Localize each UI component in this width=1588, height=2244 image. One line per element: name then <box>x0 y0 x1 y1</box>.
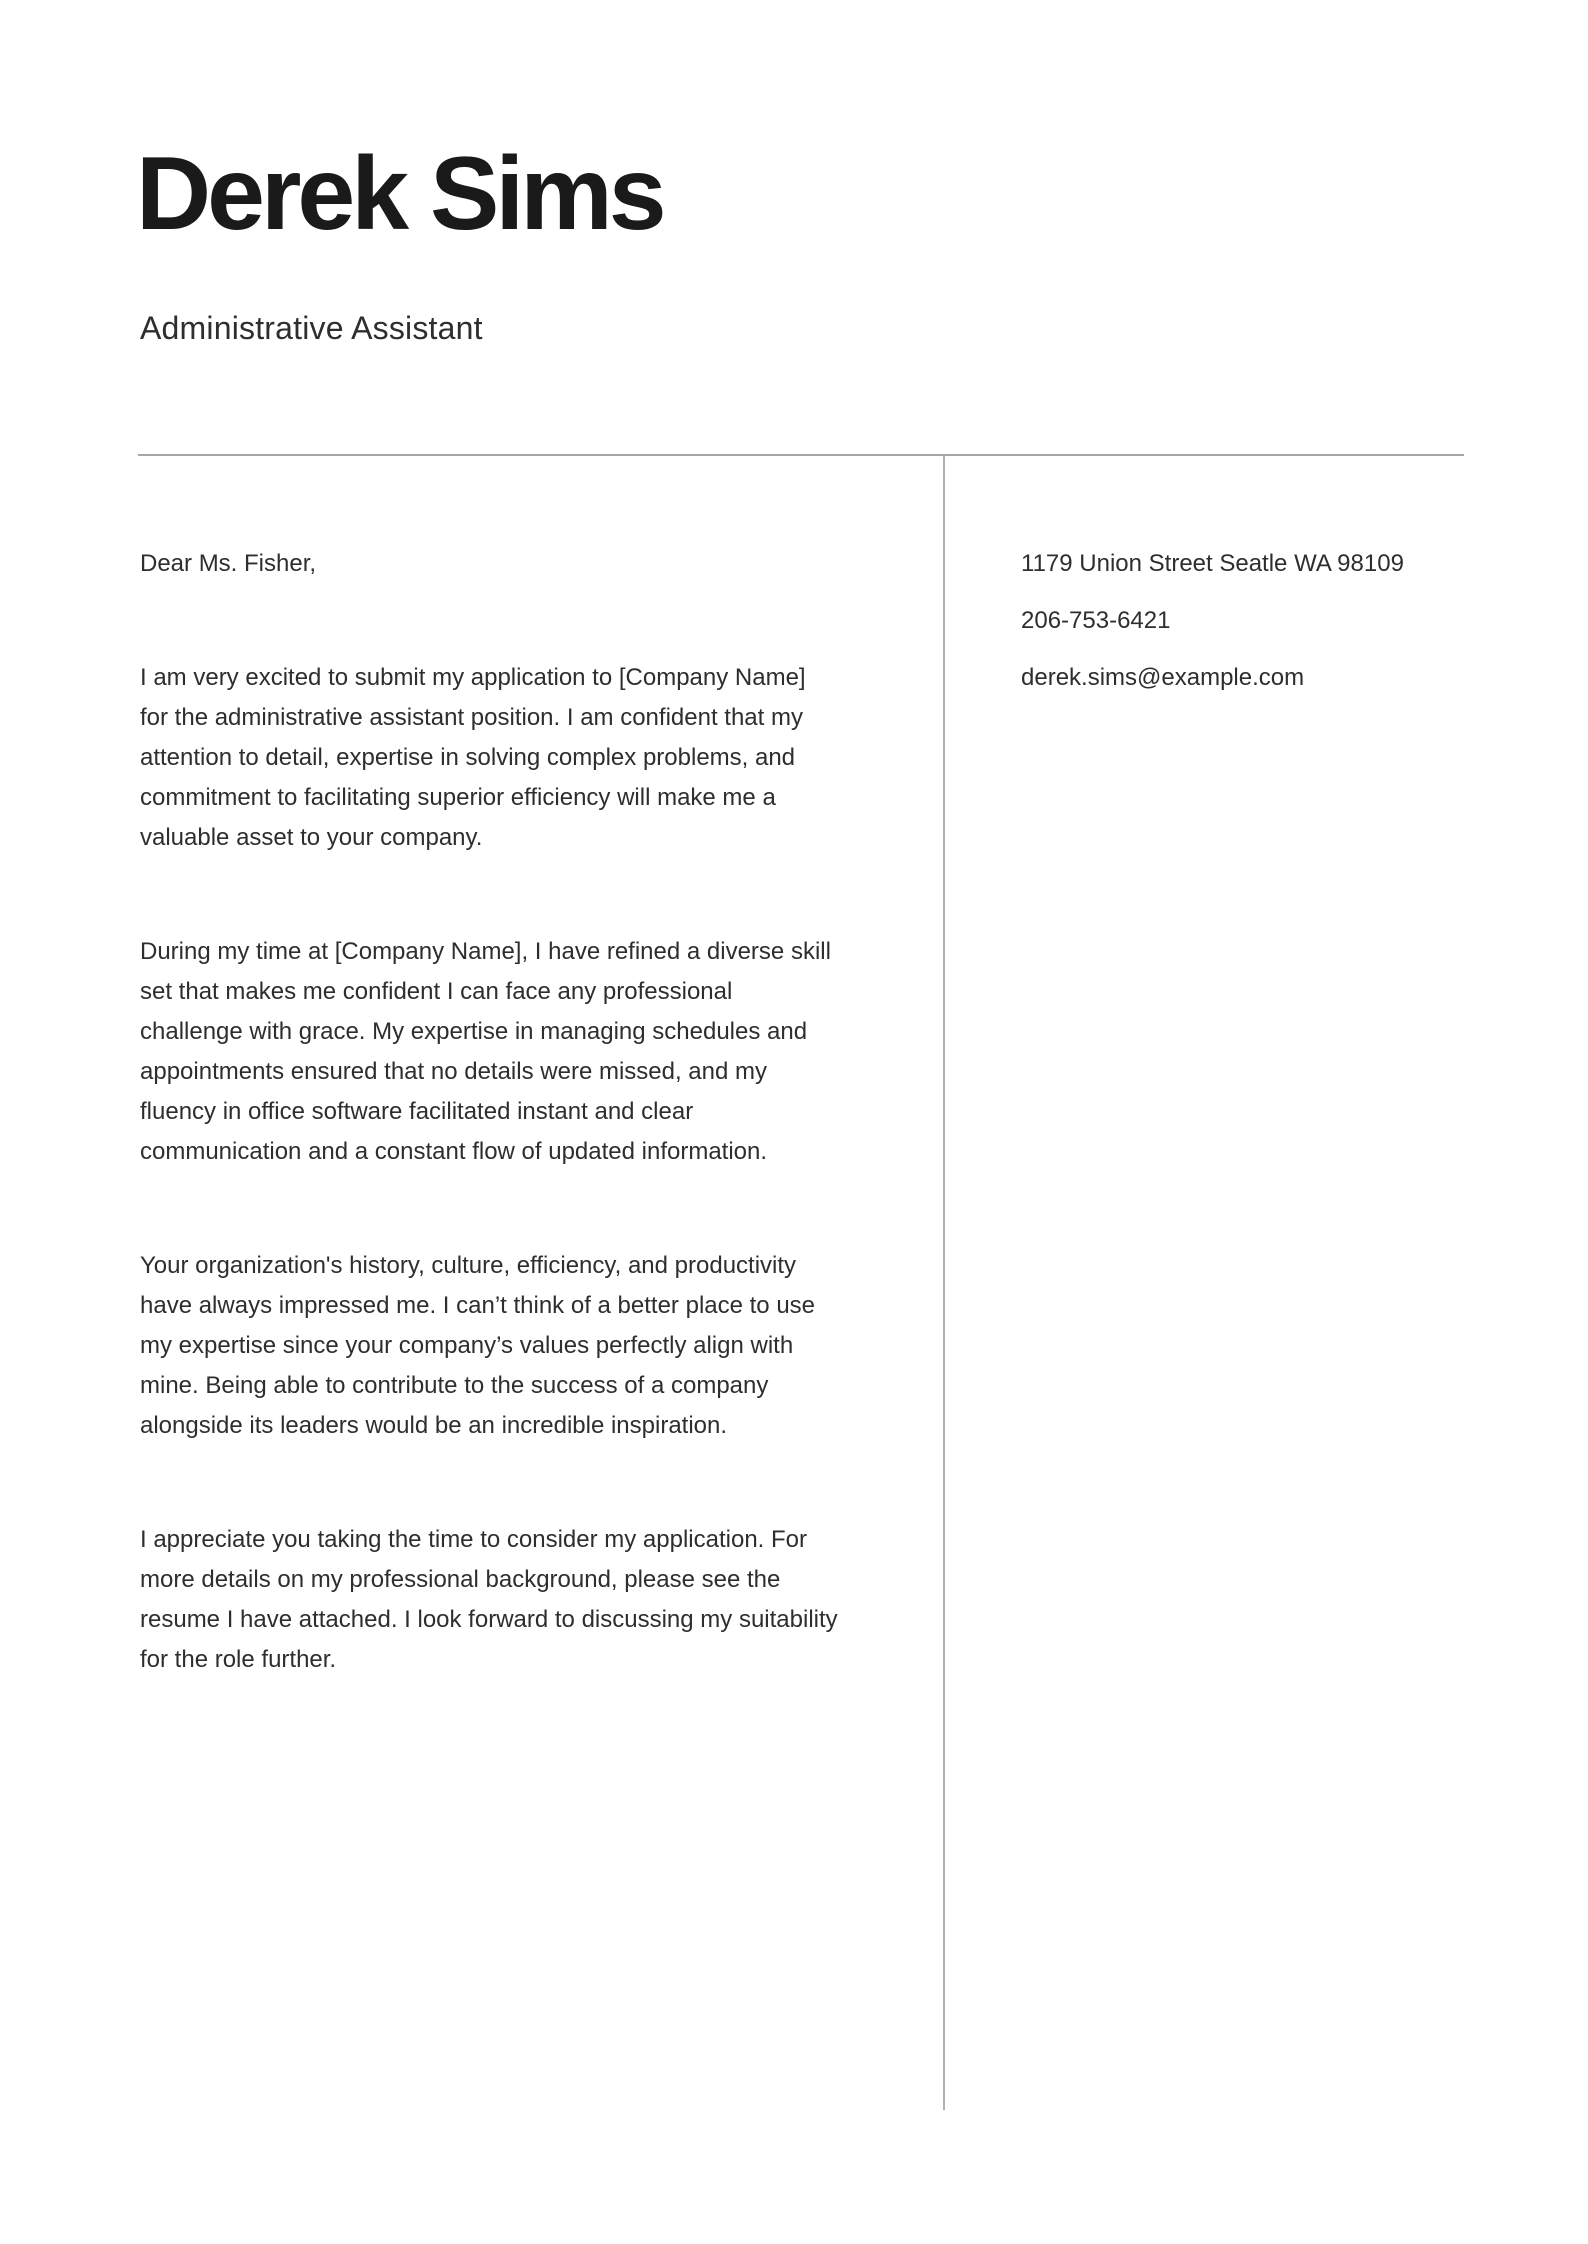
letter-paragraph-1: I am very excited to submit my application to [Company Name] for the administrative assistant position. I am confident that my attention to detail, expertise in solving complex problems, and commitment to facilitating superior efficiency will make me a valuable asset to your company. <box>140 664 806 851</box>
letter-paragraph-3: Your organization's history, culture, efficiency, and productivity have always impressed me. I can’t think of a better place to use my expertise since your company’s values perfectly align with mine. Being able to contribute to the success of a company alongside its leaders would be an incredible inspiration. <box>140 1252 816 1439</box>
letter-paragraph-2: During my time at [Company Name], I have refined a diverse skill set that makes me confident I can face any professional challenge with grace. My expertise in managing schedules and appointments ensured that no details were missed, and my fluency in office software facilitated instant and clear communication and a constant flow of updated information. <box>140 938 831 1165</box>
contact-info <box>1021 544 1464 715</box>
person-name: Derek Sims <box>136 136 663 252</box>
contact-address: 1179 Union Street Seatle WA 98109 <box>1021 550 1404 577</box>
header-divider <box>138 454 1464 456</box>
column-divider <box>943 456 945 2110</box>
letter-body <box>140 544 840 1680</box>
salutation: Dear Ms. Fisher, <box>140 550 317 577</box>
contact-email: derek.sims@example.com <box>1021 664 1305 691</box>
contact-phone: 206-753-6421 <box>1021 607 1171 634</box>
letter-paragraph-4: I appreciate you taking the time to consider my application. For more details on my professional background, please see the resume I have attached. I look forward to discussing my suitability for the role further. <box>140 1526 838 1673</box>
person-role: Administrative Assistant <box>140 310 483 346</box>
